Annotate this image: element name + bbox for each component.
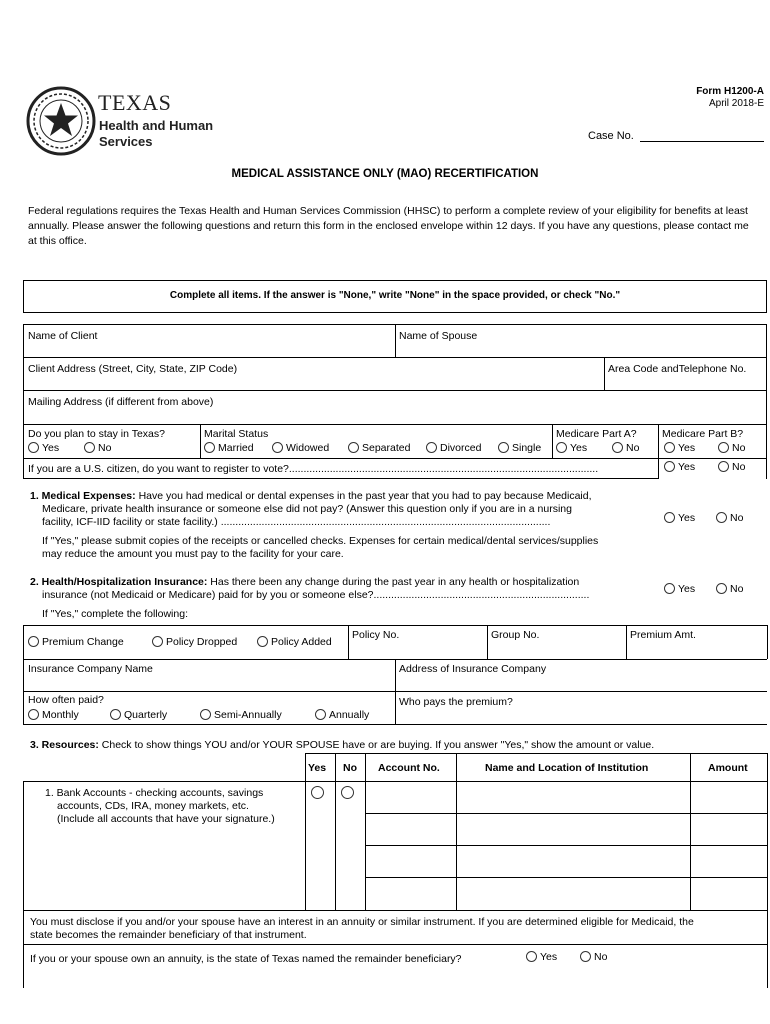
medicare-a-yes[interactable]: Yes	[556, 442, 587, 454]
register-vote-question: If you are a U.S. citizen, do you want to register to vote?..........................................................................................................	[28, 463, 599, 475]
marital-single[interactable]: Single	[498, 442, 541, 454]
q2-no[interactable]: No	[716, 583, 743, 595]
radio-icon	[257, 636, 268, 647]
radio-icon	[110, 709, 121, 720]
q1-line1: 1. Medical Expenses: Have you had medical or dental expenses in the past year that you had to pay because Medicaid,	[30, 490, 592, 502]
bank-accounts-line1: 1. Bank Accounts - checking accounts, savings	[45, 787, 264, 799]
hhs-logo	[26, 86, 216, 156]
q1-yes[interactable]: Yes	[664, 512, 695, 524]
premium-change-option[interactable]: Premium Change	[28, 636, 124, 648]
stay-texas-yes[interactable]: Yes	[28, 442, 59, 454]
q2-line1: 2. Health/Hospitalization Insurance: Has there been any change during the past year in any health or hospitalization	[30, 576, 580, 588]
col-yes-header: Yes	[308, 762, 327, 774]
logo-texas: TEXAS	[98, 90, 172, 115]
bank-accounts-yes[interactable]	[311, 786, 327, 800]
radio-icon	[718, 461, 729, 472]
stay-in-texas-label: Do you plan to stay in Texas?	[28, 428, 165, 440]
stay-texas-no[interactable]: No	[84, 442, 111, 454]
radio-icon	[28, 709, 39, 720]
radio-icon	[152, 636, 163, 647]
premium-amt-field[interactable]: Premium Amt.	[630, 629, 696, 641]
name-of-spouse-field[interactable]: Name of Spouse	[399, 330, 478, 342]
medicare-b-label: Medicare Part B?	[662, 428, 744, 440]
radio-icon	[664, 461, 675, 472]
case-no-label: Case No.	[588, 130, 634, 142]
marital-separated[interactable]: Separated	[348, 442, 410, 454]
logo-line2: Services	[99, 134, 153, 149]
marital-divorced[interactable]: Divorced	[426, 442, 481, 454]
form-date: April 2018-E	[708, 98, 764, 109]
q3-line: 3. Resources: Check to show things YOU and/or YOUR SPOUSE have or are buying. If you answer "Yes," show the amount or value.	[30, 739, 655, 751]
form-number: Form H1200-A	[696, 86, 764, 97]
medicare-b-no[interactable]: No	[718, 442, 745, 454]
vote-no[interactable]: No	[718, 461, 745, 473]
q1-no[interactable]: No	[716, 512, 743, 524]
radio-icon	[664, 512, 675, 523]
annuity-text-line2: state becomes the remainder beneficiary of that instrument.	[30, 929, 307, 941]
bank-accounts-line3: (Include all accounts that have your signature.)	[57, 813, 275, 825]
group-no-field[interactable]: Group No.	[491, 629, 540, 641]
q1-note1: If "Yes," please submit copies of the receipts or cancelled checks. Expenses for certain medical/dental services/supplies	[42, 535, 599, 547]
q2-line2: insurance (not Medicaid or Medicare) paid for by you or someone else?..........................................................................	[42, 589, 590, 601]
col-institution-header: Name and Location of Institution	[485, 762, 649, 774]
radio-icon	[498, 442, 509, 453]
col-no-header: No	[343, 762, 357, 774]
freq-annually[interactable]: Annually	[315, 709, 369, 721]
freq-quarterly[interactable]: Quarterly	[110, 709, 167, 721]
radio-icon	[311, 786, 324, 799]
radio-icon	[426, 442, 437, 453]
annuity-yes[interactable]: Yes	[526, 951, 557, 963]
radio-icon	[348, 442, 359, 453]
radio-icon	[200, 709, 211, 720]
telephone-field[interactable]: Area Code andTelephone No.	[608, 363, 747, 375]
radio-icon	[612, 442, 623, 453]
marital-widowed[interactable]: Widowed	[272, 442, 329, 454]
instructions-box	[23, 280, 767, 313]
radio-icon	[84, 442, 95, 453]
q1-line3: facility, ICF-IID facility or state facility.) .................................................................................................................	[42, 516, 551, 528]
col-amount-header: Amount	[708, 762, 748, 774]
medicare-a-no[interactable]: No	[612, 442, 639, 454]
medicare-b-yes[interactable]: Yes	[664, 442, 695, 454]
client-address-field[interactable]: Client Address (Street, City, State, ZIP Code)	[28, 363, 238, 375]
radio-icon	[28, 636, 39, 647]
name-of-client-field[interactable]: Name of Client	[28, 330, 98, 342]
radio-icon	[341, 786, 354, 799]
annuity-no[interactable]: No	[580, 951, 607, 963]
bank-accounts-no[interactable]	[341, 786, 357, 800]
who-pays-field[interactable]: Who pays the premium?	[399, 696, 513, 708]
insurance-company-field[interactable]: Insurance Company Name	[28, 663, 153, 675]
texas-seal-icon	[26, 86, 96, 156]
policy-added-option[interactable]: Policy Added	[257, 636, 332, 648]
radio-icon	[580, 951, 591, 962]
case-no-field[interactable]	[640, 141, 764, 142]
marital-married[interactable]: Married	[204, 442, 254, 454]
how-often-label: How often paid?	[28, 694, 104, 706]
policy-no-field[interactable]: Policy No.	[352, 629, 400, 641]
marital-status-label: Marital Status	[204, 428, 269, 440]
page-title: MEDICAL ASSISTANCE ONLY (MAO) RECERTIFICATION	[231, 168, 539, 180]
q1-line2: Medicare, private health insurance or someone else did not pay? (Answer this question only if you are in a nursing	[42, 503, 572, 515]
freq-semi-annually[interactable]: Semi-Annually	[200, 709, 282, 721]
insurance-address-field[interactable]: Address of Insurance Company	[399, 663, 547, 675]
logo-line1: Health and Human	[99, 118, 214, 133]
radio-icon	[718, 442, 729, 453]
radio-icon	[28, 442, 39, 453]
vote-yes[interactable]: Yes	[664, 461, 695, 473]
annuity-question: If you or your spouse own an annuity, is the state of Texas named the remainder beneficiary?	[30, 953, 462, 965]
intro-paragraph: Federal regulations requires the Texas Health and Human Services Commission (HHSC) to perform a complete review of your eligibility for benefits at least annually. Please answer the following questions and return this form in the enclosed envelope within 12 days. If you have any questions, please contact me at this office.	[28, 205, 749, 247]
policy-dropped-option[interactable]: Policy Dropped	[152, 636, 237, 648]
radio-icon	[556, 442, 567, 453]
col-account-header: Account No.	[378, 762, 440, 774]
q1-note2: may reduce the amount you must pay to the facility for your care.	[42, 548, 344, 560]
radio-icon	[315, 709, 326, 720]
radio-icon	[664, 583, 675, 594]
radio-icon	[526, 951, 537, 962]
radio-icon	[272, 442, 283, 453]
medicare-a-label: Medicare Part A?	[556, 428, 637, 440]
q2-followup: If "Yes," complete the following:	[42, 608, 188, 620]
annuity-text-line1: You must disclose if you and/or your spouse have an interest in an annuity or similar instrument. If you are determined eligible for Medicaid, the	[30, 916, 694, 928]
radio-icon	[716, 512, 727, 523]
radio-icon	[664, 442, 675, 453]
radio-icon	[204, 442, 215, 453]
bank-accounts-line2: accounts, CDs, IRA, money markets, etc.	[57, 800, 249, 812]
mailing-address-field[interactable]: Mailing Address (if different from above)	[28, 396, 214, 408]
instructions-text: Complete all items. If the answer is "None," write "None" in the space provided, or check "No."	[169, 290, 621, 301]
freq-monthly[interactable]: Monthly	[28, 709, 79, 721]
q2-yes[interactable]: Yes	[664, 583, 695, 595]
radio-icon	[716, 583, 727, 594]
